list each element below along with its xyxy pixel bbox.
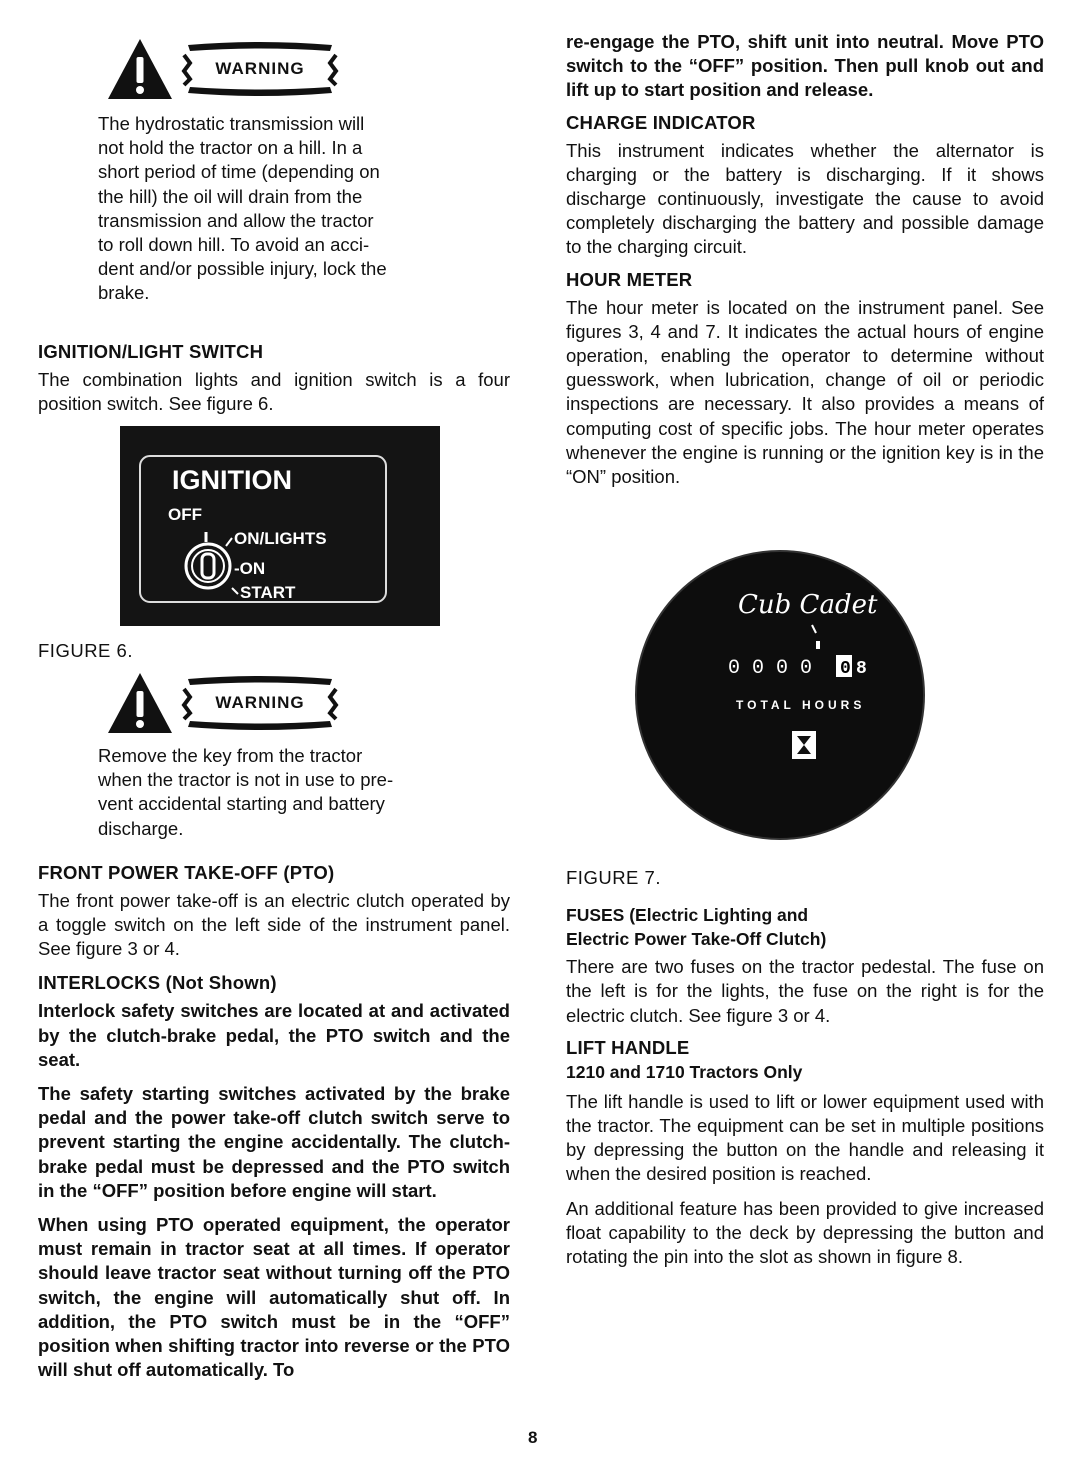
- lift-handle-heading: LIFT HANDLE: [566, 1036, 690, 1058]
- switch-start-label: START: [240, 583, 296, 603]
- warning-triangle-icon: [106, 671, 174, 735]
- warning-line: dent and/or possible injury, lock the: [98, 258, 387, 280]
- total-hours-label: TOTAL HOURS: [736, 698, 866, 713]
- right-column: [566, 30, 1044, 1269]
- switch-on-lights-label: ON/LIGHTS: [234, 529, 327, 549]
- warning-line: when the tractor is not in use to pre-: [98, 769, 394, 791]
- left-column: [38, 30, 510, 1383]
- interlocks-heading: INTERLOCKS (Not Shown): [38, 972, 277, 994]
- interlocks-paragraph-3: When using PTO operated equipment, the operator must remain in tractor seat at all times. If operator should leave tractor seat without turning off the PTO switch, the engine will automatically shut off. In addition, the PTO switch must be in the “OFF” position when shifting tractor into reverse or the PTO will shut off automatically. To: [38, 1214, 510, 1381]
- lift-handle-paragraph-2: An additional feature has been provided to give increased float capability to the deck by depressing the button and rotating the pin into the slot as shown in figure 8.: [566, 1197, 1044, 1268]
- warning-banner: [180, 41, 340, 97]
- figure-6-caption: FIGURE 6.: [38, 640, 133, 662]
- warning-text-1: [98, 112, 480, 306]
- warning-line: not hold the tractor on a hill. In a: [98, 137, 363, 159]
- svg-text:0: 0: [840, 659, 851, 680]
- hour-meter-heading: HOUR METER: [566, 268, 693, 290]
- pto-text: The front power take-off is an electric clutch operated by a toggle switch on the left side of the instrument panel. See figure 3 or 4.: [38, 889, 510, 960]
- page-number: 8: [528, 1428, 538, 1447]
- svg-text:8: 8: [856, 659, 867, 680]
- ignition-panel-figure: [120, 426, 440, 626]
- warning-line: brake.: [98, 282, 150, 304]
- charge-text: This instrument indicates whether the alternator is charging or the battery is discharging. If it shows discharge continuously, investigate the cause to avoid completely discharging the battery and possible damage to the charging circuit.: [566, 139, 1044, 258]
- switch-off-label: OFF: [168, 505, 202, 525]
- warning-text-2: [98, 744, 480, 841]
- fuses-heading-line-2: Electric Power Take-Off Clutch): [566, 929, 827, 950]
- switch-on-label: -ON: [234, 559, 266, 579]
- warning-line: vent accidental starting and battery: [98, 793, 385, 815]
- fuses-text: There are two fuses on the tractor pedestal. The fuse on the left is for the lights, the fuse on the right is for the electric clutch. See figure 3 or 4.: [566, 956, 1044, 1026]
- lift-handle-paragraph-1: The lift handle is used to lift or lower equipment used with the tractor. The equipment can be set in multiple positions by depressing the button on the handle and releasing it when the desired position is reached.: [566, 1090, 1044, 1185]
- continuation-paragraph: re-engage the PTO, shift unit into neutral. Move PTO switch to the “OFF” position. Then pull knob out and lift up to start position and release.: [566, 31, 1044, 101]
- hour-meter-graphic: [566, 543, 1044, 843]
- warning-line: to roll down hill. To avoid an acci-: [98, 234, 370, 256]
- hour-meter-text: The hour meter is located on the instrument panel. See figures 3, 4 and 7. It indicates the actual hours of engine operation, enabling the operator to determine without guesswork, when lubrication, change of oil or periodic inspections are necessary. It also provides a means of computing cost of specific jobs. The hour meter operates whenever the engine is running or the ignition key is in the “ON” position.: [566, 296, 1044, 488]
- ignition-heading: IGNITION/LIGHT SWITCH: [38, 340, 264, 362]
- ignition-text: The combination lights and ignition switch is a four position switch. See figure 6.: [38, 368, 510, 414]
- warning-block-2: [38, 664, 510, 841]
- warning-triangle-icon: [106, 37, 174, 101]
- hour-digits: 0 0 0 0: [728, 657, 813, 681]
- warning-block-1: [38, 30, 510, 306]
- fuses-heading-line-1: FUSES (Electric Lighting and: [566, 905, 809, 926]
- warning-line: discharge.: [98, 817, 184, 839]
- interlocks-paragraph-2: The safety starting switches activated by the brake pedal and the power take-off clutch switch serve to prevent starting the engine accidentally. The clutch-brake pedal must be depressed and the PTO switch in the “OFF” position before engine will start.: [38, 1083, 510, 1201]
- warning-line: short period of time (depending on: [98, 161, 380, 183]
- warning-line: transmission and allow the tractor: [98, 209, 374, 231]
- warning-label: WARNING: [215, 693, 305, 713]
- warning-banner: [180, 675, 340, 731]
- charge-heading: CHARGE INDICATOR: [566, 111, 756, 133]
- interlocks-paragraph-1: Interlock safety switches are located at and activated by the clutch-brake pedal, the PTO switch and the seat.: [38, 1000, 510, 1070]
- lift-handle-subheading: 1210 and 1710 Tractors Only: [566, 1061, 803, 1082]
- warning-line: the hill) the oil will drain from the: [98, 185, 363, 207]
- hour-meter-figure: [566, 543, 1044, 863]
- pto-heading: FRONT POWER TAKE-OFF (PTO): [38, 861, 335, 883]
- ignition-panel-graphic: [120, 426, 440, 626]
- figure-7-caption: FIGURE 7.: [566, 867, 661, 889]
- ignition-title: IGNITION: [172, 465, 292, 496]
- brand-logo: Cub Cadet: [738, 590, 878, 621]
- warning-label: WARNING: [215, 59, 305, 78]
- warning-line: The hydrostatic transmission will: [98, 113, 365, 134]
- warning-line: Remove the key from the tractor: [98, 745, 363, 767]
